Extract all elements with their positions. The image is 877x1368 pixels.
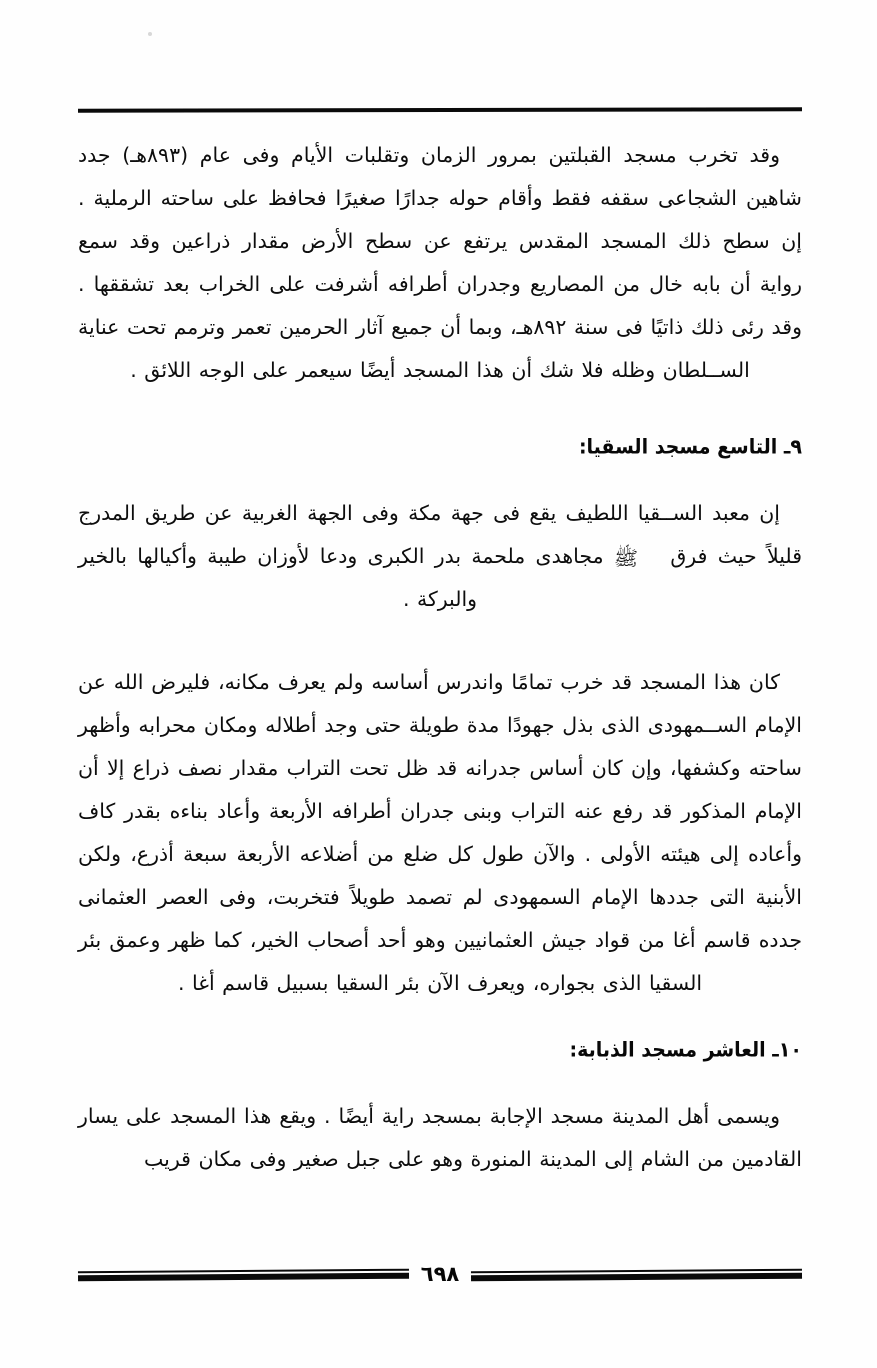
heading-ninth-saqya-mosque: ٩ـ التاسع مسجد السقيا: bbox=[578, 435, 802, 459]
footer-rule-right-thick bbox=[78, 1273, 409, 1282]
prophet-blessing-sigil-icon: ﷺ bbox=[613, 546, 639, 570]
spacer bbox=[78, 1065, 802, 1095]
footer-rule-right bbox=[78, 1269, 409, 1282]
paragraph-samhudi-restoration: كان هذا المسجد قد خرب تمامًا واندرس أساسه ولم يعرف مكانه، فليرض الله عن الإمام الســمهودى الذى بذل جهودًا مدة طويلة حتى وجد أطلاله ومكان محرابه وأظهر ساحته وكشفها، وإن كان أساس جدرانه قد ظل تحت التراب مقدار نصف ذراع إلا أن الإمام المذكور قد رفع عنه التراب وبنى جدران أطرافه الأربعة وأعاد بناءه بقدر كاف وأعاده إلى هيئته الأولى . والآن طول كل ضلع من أضلاعه الأربعة سبعة أذرع، ولكن الأبنية التى جددها الإمام السمهودى لم تصمد طويلاً فتخربت، وفى العصر العثمانى جدده قاسم أغا من قواد جيش العثمانيين وهو أحد أصحاب الخير، كما ظهر وعمق بئر السقيا الذى بجواره، ويعرف الآن بئر السقيا بسبيل قاسم أغا . bbox=[78, 670, 802, 995]
page-body bbox=[78, 134, 802, 1181]
page-content-area bbox=[78, 0, 802, 1368]
spacer bbox=[78, 462, 802, 492]
paragraph-saqya-description bbox=[78, 492, 802, 621]
heading-tenth-dhubaba-mosque: ١٠ـ العاشر مسجد الذبابة: bbox=[569, 1038, 802, 1062]
page-footer bbox=[78, 1261, 802, 1286]
page-number: ٦٩٨ bbox=[420, 1261, 460, 1286]
footer-rule-left-thick bbox=[471, 1273, 802, 1282]
header-rule bbox=[78, 107, 802, 113]
footer-rule-left bbox=[471, 1269, 802, 1282]
spacer bbox=[78, 392, 802, 432]
paragraph-ijaba-mosque-location: ويسمى أهل المدينة مسجد الإجابة بمسجد راية أيضًا . ويقع هذا المسجد على يسار القادمين من الشام إلى المدينة المنورة وهو على جبل صغير وفى مكان قريب bbox=[78, 1104, 802, 1171]
paragraph-qiblatayn-mosque: وقد تخرب مسجد القبلتين بمرور الزمان وتقلبات الأيام وفى عام (٨٩٣هـ) جدد شاهين الشجاعى سقفه فقط وأقام حوله جدارًا صغيرًا فحافظ على ساحته الرملية . إن سطح ذلك المسجد المقدس يرتفع عن سطح الأرض مقدار ذراعين وقد سمع رواية أن بابه خال من المصاريع وجدران أطرافه أشرفت على الخراب بعد تشققها . وقد رئى ذلك ذاتيًا فى سنة ٨٩٢هـ، وبما أن جميع آثار الحرمين تعمر وترمم تحت عناية الســلطان وظله فلا شك أن هذا المسجد أيضًا سيعمر على الوجه اللائق . bbox=[78, 143, 803, 382]
paragraph-saqya-text-before-sigil: إن معبد الســقيا اللطيف يقع فى جهة مكة وفى الجهة الغربية عن طريق المدرج قليلاً حيث فرق bbox=[78, 501, 802, 568]
spacer bbox=[78, 621, 802, 661]
paragraph-saqya-text-after-sigil: مجاهدى ملحمة بدر الكبرى ودعا لأوزان طيبة وأكيالها بالخير والبركة . bbox=[78, 544, 614, 611]
spacer bbox=[78, 1005, 802, 1035]
